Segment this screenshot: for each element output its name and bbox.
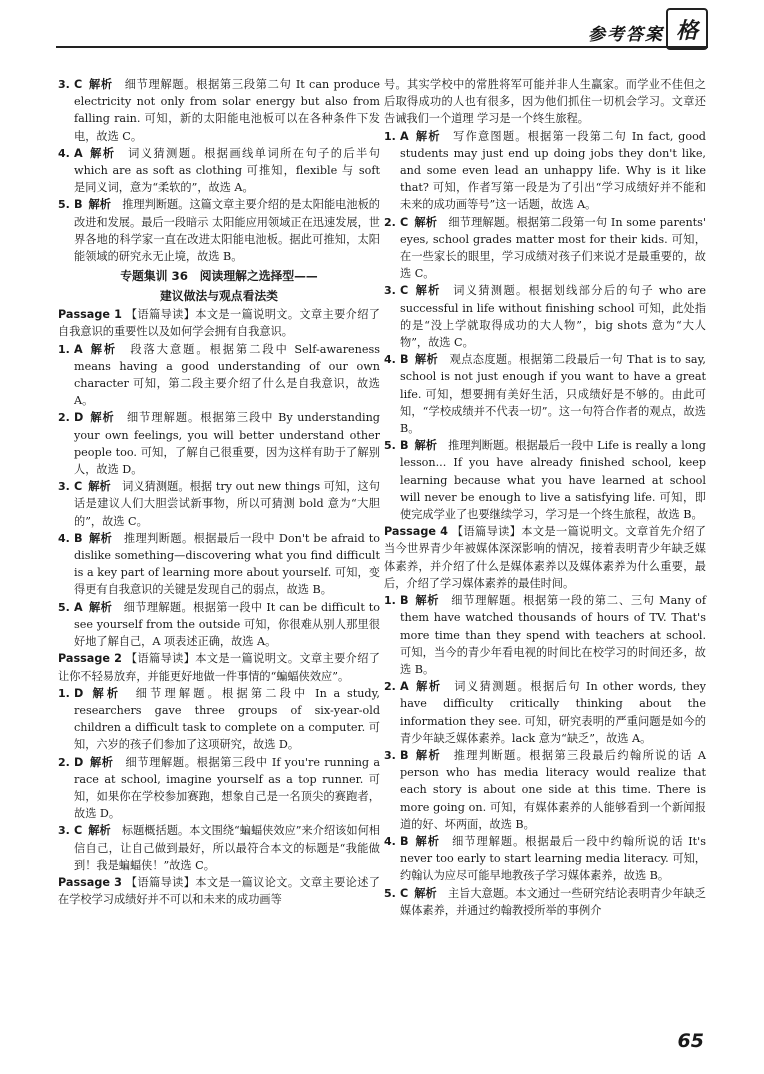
right-column [384,76,706,919]
passage-2-label: Passage 2 [58,652,122,666]
answer-choice: D [74,686,84,700]
passage-2-intro [58,650,380,684]
answer-choice: A [400,680,409,694]
left-intro-items [58,76,380,265]
answer-choice: B [400,748,409,762]
analysis-text: 推理判断题。根据最后一段中 Life is really a long lesson... If you have already finished school, keep learning because what you have learned at school will never be enough to live a satisfying life. 可知，即使完成学业了也要继续学习，学习是一个终生旅程，故选 B。 [400,439,706,522]
answer-number: 2. [58,755,70,769]
answer-item [384,678,706,747]
analysis-text: 推理判断题。这篇文章主要介绍的是太阳能电池板的改进和发展。最后一段暗示 太阳能应用领域正在迅速发展，世界各地的科学家一直在改进太阳能电池板。据此可推知，太阳能领域的研究永无止境，故选 B。 [74,198,380,264]
passage-1-intro [58,306,380,340]
analysis-label: 解析 [89,755,114,769]
passage-1-label: Passage 1 [58,308,122,322]
answer-choice: C [74,824,83,838]
analysis-text: 词义猜测题。根据画线单词所在句子的后半句 which are as soft as clothing 可推知，flexible 与 soft 是同义词，意为“柔软的”，故选 A。 [74,146,380,195]
analysis-label: 解析 [88,824,111,838]
answer-item [58,76,380,145]
answer-choice: A [74,342,83,356]
analysis-label: 解析 [414,886,437,900]
analysis-text: 细节理解题。根据第三段第二句 It can produce electricity not only from solar energy but also from falling rain. 可知，新的太阳能电池板可以在各种条件下发电，故选 C。 [74,78,380,143]
answer-number: 4. [58,531,70,545]
analysis-text: 细节理解题。根据第三段中 By understanding your own feelings, you will better understand other people too. 可知，了解自己很重要，因为这样有助于了解别人，故选 D。 [74,411,380,477]
passage-4-items [384,592,706,919]
analysis-text: 细节理解题。根据第二段第一句 In some parents' eyes, school grades matter most for their kids. 可知，在一些家长的眼里，学习成绩对孩子们来说才是最重要的，故选 C。 [400,215,706,281]
analysis-label: 解析 [414,834,440,848]
answer-item [384,437,706,523]
analysis-text: 主旨大意题。本文通过一些研究结论表明青少年缺乏媒体素养，并通过约翰教授所举的事例介 [400,886,706,917]
header-rule [56,46,708,48]
answer-item [58,145,380,197]
answer-number: 2. [58,411,70,425]
answer-choice: B [400,594,409,608]
answer-choice: B [400,439,409,453]
section-title-line-2: 建议做法与观点看法类 [160,289,278,304]
answer-number: 4. [58,146,70,160]
answer-choice: B [74,531,83,545]
analysis-text: 写作意图题。根据第一段第二句 In fact, good students may just end up doing jobs they don't like, and some even lead an unhappy life. Why is it like that? 可知，作者写第一段是为了引出“学习成绩好并不能和未来的成功画等号”这一话题，故选 A。 [400,129,706,212]
answer-number: 3. [58,480,70,494]
answer-number: 1. [58,342,70,356]
answer-number: 4. [384,353,396,367]
analysis-text: 细节理解题。根据第一段中 It can be difficult to see yourself from the outside 可知，你很难从别人那里很好地了解自己，A 项表述正确，故选 A。 [74,600,380,649]
answer-choice: D [74,755,84,769]
answer-choice: A [74,600,83,614]
analysis-label: 解析 [414,215,438,229]
answer-item [58,822,380,874]
answer-number: 3. [58,824,70,838]
answer-item [384,128,706,214]
answer-number: 2. [384,215,396,229]
answer-item [384,747,706,833]
passage-4-label: Passage 4 [384,525,448,539]
brand-logo-glyph: 格 [675,17,698,44]
answer-item [58,530,380,599]
analysis-text: 段落大意题。根据第二段中 Self-awareness means having a good understanding of our own character 可知，第二段主要介绍了什么是自我意识，故选 A。 [74,342,380,408]
answer-choice: B [400,834,409,848]
analysis-text: 细节理解题。根据第三段中 If you're running a race at school, imagine yourself as a top runner. 可知，如果你在学校参加赛跑，想象自己是一名顶尖的赛跑者，故选 D。 [74,755,380,821]
page-header [0,0,764,62]
answer-item [58,478,380,530]
answer-choice: C [74,480,83,494]
passage-3-intro-continued: 号。其实学校中的常胜将军可能并非人生赢家。而学业不佳但之后取得成功的人也有很多，因为他们抓住一切机会学习。文章还告诫我们一个道理 学习是一个终生旅程。 [384,78,706,126]
passage-3-items [384,128,706,524]
answer-choice: D [74,411,84,425]
passage-1-items [58,341,380,651]
answer-choice: C [400,215,409,229]
analysis-text: 观点态度题。根据第二段最后一句 That is to say, school is not just enough if you want to have a great life. 可知，想要拥有美好生活，只成绩好是不够的。由此可知，“学校成绩并不代表一切”。这一句符合作者的观点，故选 B。 [400,353,706,436]
analysis-label: 解析 [414,748,442,762]
analysis-label: 解析 [414,594,440,608]
left-column [58,76,380,908]
passage-3-summary: 【语篇导读】本文是一篇议论文。文章主要论述了在学校学习成绩好并不可以和未来的成功画等 [58,875,380,907]
analysis-label: 解析 [414,129,441,143]
analysis-label: 解析 [88,600,113,614]
answer-number: 5. [384,886,396,900]
analysis-label: 解析 [88,198,111,212]
analysis-label: 解析 [88,480,111,494]
passage-2-summary: 【语篇导读】本文是一篇说明文。文章主要介绍了让你不轻易放弃，并能更好地做一件事情的“蝙蝠侠效应”。 [58,652,380,683]
header-title: 参考答案 [588,25,664,45]
answer-item [384,885,706,919]
analysis-label: 解析 [89,411,115,425]
answer-item [384,833,706,885]
answer-number: 1. [384,129,396,143]
answer-item [384,282,706,351]
passage-3-label: Passage 3 [58,875,122,889]
answer-number: 4. [384,834,396,848]
answer-item [384,351,706,437]
analysis-text: 细节理解题。根据第二段中 In a study, researchers gave three groups of six-year-old children a difficult task to complete on a computer. 可知，六岁的孩子们参加了这项研究，故选 D。 [74,686,380,752]
answer-item [58,196,380,265]
answer-choice: B [74,198,83,212]
analysis-text: 细节理解题。根据最后一段中约翰所说的话 It's never too early to start learning media literacy. 可知，约翰认为应尽可能早地教孩子学习媒体素养，故选 B。 [400,834,706,883]
analysis-label: 解析 [88,146,116,160]
answer-choice: C [400,284,409,298]
answer-number: 1. [58,686,70,700]
answer-number: 3. [384,748,396,762]
passage-1-summary: 【语篇导读】本文是一篇说明文。文章主要介绍了自我意识的重要性以及如何学会拥有自我意识。 [58,308,380,339]
answer-item [384,214,706,283]
analysis-text: 细节理解题。根据第一段的第二、三句 Many of them have watched thousands of hours of TV. That's more time than they spend with teachers at school. 可知，当今的青少年看电视的时间比在校学习的时间还多，故选 B。 [400,594,706,676]
answer-choice: A [74,146,83,160]
passage-4-summary: 【语篇导读】本文是一篇说明文。文章首先介绍了当今世界青少年被媒体深深影响的情况，接着表明青少年缺乏媒体素养，并介绍了什么是媒体素养以及媒体素养为什么重要，最后，介绍了学习媒体素养的最佳时间。 [384,525,706,590]
answer-choice: C [400,886,409,900]
answer-item [384,592,706,678]
analysis-text: 词义猜测题。根据 try out new things 可知，这句话是建议人们大胆尝试新事物，所以可猜测 bold 意为“大胆的”，故选 C。 [74,480,380,528]
analysis-text: 推理判断题。根据最后一段中 Don't be afraid to dislike something—discovering what you find difficult is a key part of learning more about yourself. 可知，变得更有自我意识的关键是发现自己的弱点，故选 B。 [74,531,380,597]
answer-item [58,599,380,651]
analysis-label: 解析 [414,284,441,298]
answer-number: 3. [384,284,396,298]
answer-choice: C [74,78,83,91]
analysis-label: 解析 [89,686,122,700]
passage-2-items [58,685,380,874]
answer-number: 3. [58,78,70,91]
answer-item [58,409,380,478]
answer-number: 5. [384,439,396,453]
page-number: 65 [677,1030,704,1052]
answer-number: 5. [58,198,70,212]
passage-3-intro [58,874,380,908]
analysis-text: 标题概括题。本文围绕“蝙蝠侠效应”来介绍该如何相信自己，让自己做到最好，所以最符合本文的标题是“我能做到！我是蝙蝠侠！”故选 C。 [74,824,380,872]
answer-item [58,754,380,823]
answer-item [58,341,380,410]
analysis-text: 词义猜测题。根据划线部分后的句子 who are successful in life without finishing school 可知，此处指的是“没上学就取得成功的大人物”，big shots 意为“大人物”，故选 C。 [400,284,706,350]
analysis-label: 解析 [414,680,442,694]
analysis-text: 推理判断题。根据第三段最后约翰所说的话 A person who has media literacy would realize that each story is about one side at this time. There is more going on. 可知，有媒体素养的人能够看到一个新闻报道的好、坏两面，故选 B。 [400,748,706,831]
analysis-label: 解析 [414,439,437,453]
analysis-label: 解析 [414,353,439,367]
analysis-label: 解析 [88,531,113,545]
analysis-label: 解析 [88,342,118,356]
answer-number: 2. [384,680,396,694]
analysis-label: 解析 [88,78,113,91]
brand-logo [666,8,708,50]
answer-number: 1. [384,594,396,608]
analysis-text: 词义猜测题。根据后句 In other words, they have difficulty critically thinking about the information they see. 可知，研究表明的严重问题是如今的青少年缺乏媒体素养。lack 意为“缺乏”，故选 A。 [400,680,706,745]
section-title-line-1: 专题集训 36 阅读理解之选择型—— [120,269,318,284]
answer-number: 5. [58,600,70,614]
answer-item [58,685,380,754]
answer-choice: A [400,129,409,143]
answer-choice: B [400,353,409,367]
passage-4-intro [384,523,706,592]
